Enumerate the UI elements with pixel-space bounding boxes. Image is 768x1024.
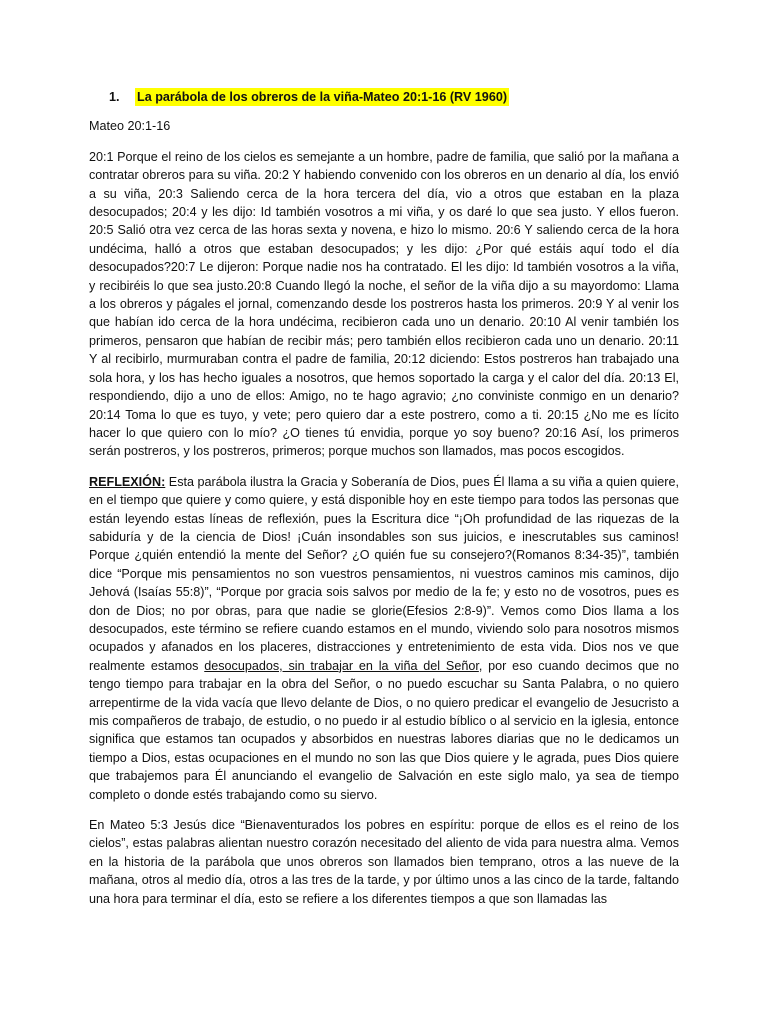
reflection-text-2: , por eso cuando decimos que no tengo tiempo para trabajar en la obra del Señor, o no puedo escuchar su Santa Palabra, o no quiero arrepentirme de la vida vacía que llevo delante de Dios, o no quiero predicar el evangelio de Jesucristo a mis compañeros de trabajo, de estudio, o no puedo ir al estudio bíblico o al servicio en la iglesia, entonce significa que estamos tan ocupados y absorbidos en nuestras labores diarias que no le dedicamos un tiempo a Dios, estas ocupaciones en el mundo no son las que Dios quiere y le agrada, pues Dios quiere que trabajemos para Él anunciando el evangelio de Salvación en este siglo malo, ya sea de tiempo completo o donde estés trabajando como su siervo. [89, 658, 680, 802]
reflection-label: REFLEXIÓN: [89, 474, 166, 489]
reflection-underlined-text: desocupados, sin trabajar en la viña del Señor [204, 658, 479, 673]
scripture-reference: Mateo 20:1-16 [89, 119, 171, 134]
reflection-text-1: Esta parábola ilustra la Gracia y Soberanía de Dios, pues Él llama a su viña a quien quiere, en el tiempo que quiere y como quiere, y está disponible hoy en este tiempo para todos las personas que están leyendo estas líneas de reflexión, pues la Escritura dice “¡Oh profundidad de las riquezas de la sabiduría y de la ciencia de Dios! ¡Cuán insondables son sus juicios, e inescrutables sus caminos! Porque ¿quién entendió la mente del Señor? ¿O quién fue su consejero?(Romanos 8:34-35)”, también dice “Porque mis pensamientos no son vuestros pensamientos, ni vuestros caminos mis caminos, dijo Jehová (Isaías 55:8)”, “Porque por gracia sois salvos por medio de la fe; y esto no de vosotros, pues es don de Dios; no por obras, para que nadie se glorie(Efesios 2:8-9)”. Vemos como Dios llama a los desocupados, este término se refiere cuando estamos en el mundo, viviendo solo para nosotros mismos ocupados y afanados en los placeres, distracciones y entretenimiento de esta vida. Dios nos ve que realmente estamos [89, 474, 679, 673]
section-number: 1. [109, 90, 120, 104]
reflection-paragraph [89, 473, 679, 804]
section-title: La parábola de los obreros de la viña-Mateo 20:1-16 (RV 1960) [135, 88, 509, 106]
section-heading [89, 88, 679, 106]
closing-paragraph: En Mateo 5:3 Jesús dice “Bienaventurados los pobres en espíritu: porque de ellos es el reino de los cielos”, estas palabras alientan nuestro corazón necesitado del aliento de vida para nuestra alma. Vemos en la historia de la parábola que unos obreros son llamados bien temprano, otros a las nueve de la mañana, otros al medio día, otros a las tres de la tarde, y por último unos a las cinco de la tarde, faltando una hora para terminar el día, esto se refiere a los diferentes tiempos a que son llamadas las [89, 818, 679, 906]
scripture-paragraph: 20:1 Porque el reino de los cielos es semejante a un hombre, padre de familia, que salió por la mañana a contratar obreros para su viña. 20:2 Y habiendo convenido con los obreros en un denario al día, los envió a su viña, 20:3 Saliendo cerca de la hora tercera del día, vio a otros que estaban en la plaza desocupados; 20:4 y les dijo: Id también vosotros a mi viña, y os daré lo que sea justo. Y ellos fueron. 20:5 Salió otra vez cerca de las horas sexta y novena, e hizo lo mismo. 20:6 Y saliendo cerca de la hora undécima, halló a otros que estaban desocupados; y les dijo: ¿Por qué estáis aquí todo el día desocupados?20:7 Le dijeron: Porque nadie nos ha contratado. El les dijo: Id también vosotros a la viña, y recibiréis lo que sea justo.20:8 Cuando llegó la noche, el señor de la viña dijo a su mayordomo: Llama a los obreros y págales el jornal, comenzando desde los postreros hasta los primeros. 20:9 Y al venir los que habían ido cerca de la hora undécima, recibieron cada uno un denario. 20:10 Al venir también los primeros, pensaron que habían de recibir más; pero también ellos recibieron cada uno un denario. 20:11 Y al recibirlo, murmuraban contra el padre de familia, 20:12 diciendo: Estos postreros han trabajado una sola hora, y los has hecho iguales a nosotros, que hemos soportado la carga y el calor del día. 20:13 El, respondiendo, dijo a uno de ellos: Amigo, no te hago agravio; ¿no conviniste conmigo en un denario? 20:14 Toma lo que es tuyo, y vete; pero quiero dar a este postrero, como a ti. 20:15 ¿No me es lícito hacer lo que quiero con lo mío? ¿O tienes tú envidia, porque yo soy bueno? 20:16 Así, los primeros serán postreros, y los postreros, primeros; porque muchos son llamados, mas pocos escogidos. [89, 149, 679, 459]
document-page [89, 88, 679, 920]
